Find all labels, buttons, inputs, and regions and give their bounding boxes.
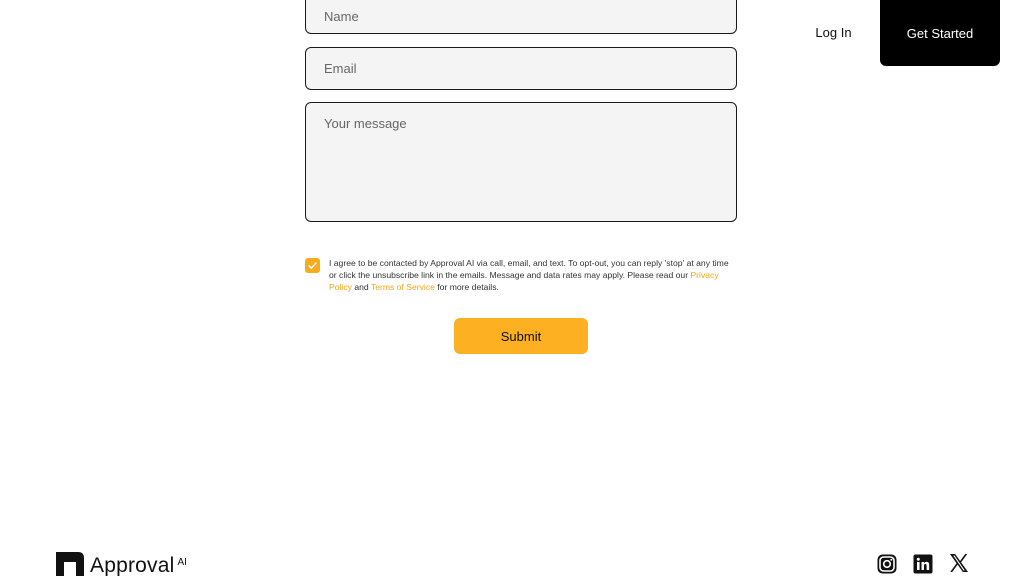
consent-text-end: for more details. [434, 282, 499, 292]
brand-name: Approval [90, 554, 175, 576]
x-icon[interactable] [949, 553, 969, 573]
email-input[interactable] [305, 47, 737, 90]
instagram-icon[interactable] [877, 554, 897, 574]
footer-logo[interactable] [56, 550, 187, 576]
consent-text [329, 257, 737, 293]
message-textarea[interactable] [305, 102, 737, 222]
name-input[interactable] [305, 0, 737, 34]
approval-logo-mark-icon [56, 550, 84, 576]
get-started-button[interactable]: Get Started [880, 0, 1000, 66]
linkedin-icon[interactable] [913, 554, 933, 574]
submit-button[interactable]: Submit [454, 318, 588, 354]
consent-checkbox[interactable] [305, 258, 320, 273]
consent-text-main: I agree to be contacted by Approval AI via call, email, and text. To opt-out, you can reply 'stop' at any time or click the unsubscribe link in the emails. Message and data rates may apply. Please read our [329, 258, 729, 280]
brand-suffix: AI [177, 557, 187, 568]
consent-text-and: and [351, 282, 371, 292]
checkmark-icon [307, 260, 318, 271]
privacy-policy-link[interactable]: Privacy Policy [329, 270, 719, 292]
terms-of-service-link[interactable]: Terms of Service [370, 282, 435, 292]
login-link[interactable]: Log In [815, 24, 852, 40]
consent-row [305, 257, 737, 293]
